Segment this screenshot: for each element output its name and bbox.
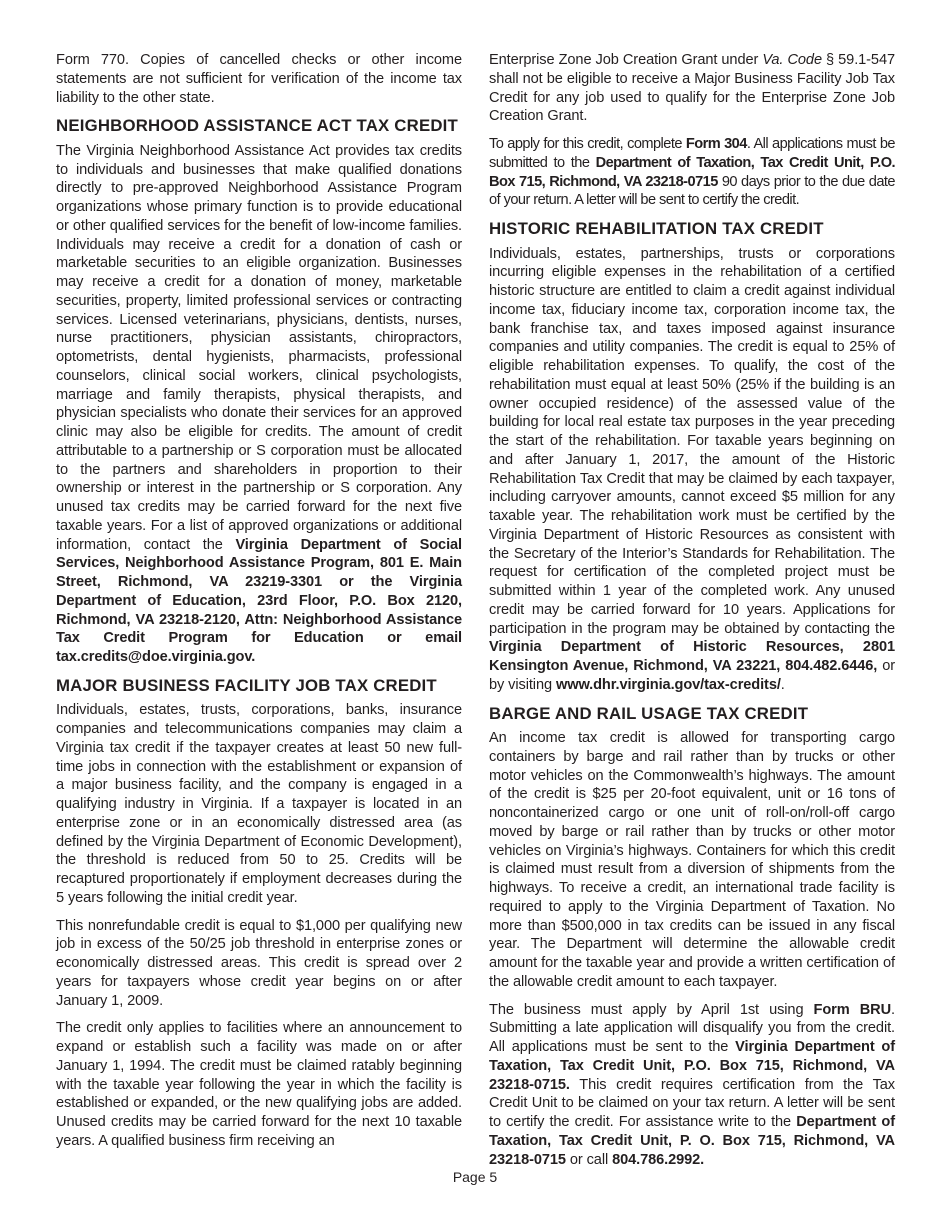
left-column — [56, 51, 462, 1160]
historic-rehabilitation-heading: HISTORIC REHABILITATION TAX CREDIT — [489, 219, 824, 238]
barge-text-1: The business must apply by April 1st using — [489, 1001, 814, 1018]
barge-rail-heading: BARGE AND RAIL USAGE TAX CREDIT — [489, 703, 809, 723]
neighborhood-text: The Virginia Neighborhood Assistance Act provides tax credits to individuals and businesses that make qualified donations directly to pre-approved Neighborhood Assistance Program organizations whose primary function is to provide educational or other qualified services for the benefit of low-income families. Individuals may receive a credit for a donation of cash or marketable securities to an eligible organization. Businesses may receive a credit for a donation of money, marketable securities, property, limited professional services or contracting services. Licensed veterinarians, physicians, dentists, nurses, nurse practitioners, physician assistants, chiropractors, optometrists, dental hygienists, pharmacists, professional counselors, clinical social workers, clinical psychologists, marriage and family therapists, physical therapists, and physician specialists who donate their services for an approved clinic may also be eligible for credits. The amount of credit attributable to a partnership or S corporation must be allocated to the partners and shareholders in proportion to their ownership or interest in the partnership or S corporation. Any unused tax credits may be carried forward for the next five taxable years. For a list of approved organizations or additional information, contact the — [56, 142, 462, 553]
right-column — [489, 51, 895, 1178]
major-business-paragraph-3: The credit only applies to facilities where an announcement to expand or establish such a facility was made on or after January 1, 1994. The credit must be claimed ratably beginning with the taxable year following the year in which the facility is established or expanded, or the new qualifying jobs are added. Unused credits may be carried forward for the next 10 taxable years. A qualified business firm receiving an — [56, 1020, 462, 1149]
form-304-name: Form 304 — [685, 136, 747, 152]
va-code-citation: Va. Code — [762, 52, 822, 68]
barge-text-3: This credit requires certification from the Tax Credit Unit to be claimed on your tax return. A letter will be sent to certify the credit. For assistance write to the — [489, 1076, 895, 1130]
form-304-text-3: 90 days prior to the due date of your return. A letter will be sent to certify the credit. — [489, 173, 895, 209]
continuation-paragraph — [489, 51, 895, 126]
major-business-paragraph-1: Individuals, estates, trusts, corporations, banks, insurance companies and telecommunications companies may claim a Virginia tax credit if the taxpayer creates at least 50 new full-time jobs in connection with the establishment or expansion of a major business facility, and the company is engaged in a qualifying industry in Virginia. If a taxpayer is located in an enterprise zone or in an economically distressed area (as defined by the Virginia Department of Economic Development), the threshold is reduced from 50 to 25. Credits will be recaptured proportionately if employment decreases during the 5 years following the initial credit year. — [56, 702, 462, 906]
form-304-paragraph — [489, 135, 895, 210]
intro-paragraph: Form 770. Copies of cancelled checks or other income statements are not sufficient for verification of the income tax liability to the other state. — [56, 52, 462, 106]
historic-resources-contact: Virginia Department of Historic Resources, 2801 Kensington Avenue, Richmond, VA 23221, 804.482.6446, — [489, 639, 895, 674]
historic-text: Individuals, estates, partnerships, trusts or corporations incurring eligible expenses in the rehabilitation of a certified historic structure are entitled to claim a credit against individual income tax, fiduciary income tax, corporation income tax, the bank franchise tax, and taxes imposed against insurance companies and utility companies. The credit is equal to 25% of eligible rehabilitation expenses. To qualify, the cost of the rehabilitation must equal at least 50% (25% if the building is an owner occupied residence) of the assessed value of the building for local real estate tax purposes in the year preceding the start of the rehabilitation. For taxable years beginning on and after January 1, 2017, the amount of the Historic Rehabilitation Tax Credit that may be claimed by each taxpayer, including carryover amounts, cannot exceed $5 million for any taxable year. The rehabilitation work must be certified by the Virginia Department of Historic Resources as consistent with the Secretary of the Interior’s Standards for Rehabilitation. The request for certification of the completed project must be submitted within 1 year of the completed work. Any unused credit may be carried forward for 10 years. Applications for participation in the program may be obtained by contacting the — [489, 245, 895, 637]
tax-credit-unit-address: Department of Taxation, Tax Credit Unit, P.O. Box 715, Richmond, VA 23218-0715 — [489, 154, 896, 190]
historic-rehabilitation-paragraph — [489, 245, 895, 695]
continuation-text-2: § 59.1-547 shall not be eligible to receive a Major Business Facility Job Tax Credit for any job used to qualify for the Enterprise Zone Job Creation Grant. — [489, 52, 895, 125]
form-304-text-1: To apply for this credit, complete — [489, 136, 686, 152]
continuation-text-1: Enterprise Zone Job Creation Grant under — [489, 52, 763, 68]
dhr-website-link[interactable]: www.dhr.virginia.gov/tax-credits/ — [555, 676, 781, 693]
neighborhood-contact-info: Virginia Department of Social Services, Neighborhood Assistance Program, 801 E. Main Street, Richmond, VA 23219-3301 or the Virginia Department of Education, 23rd Floor, P.O. Box 2120, Richmond, VA 23218-2120, Attn: Neighborhood Assistance Tax Credit Program for Education or email tax.credits@doe.virginia.gov. — [56, 536, 462, 665]
assistance-address: Department of Taxation, Tax Credit Unit, P. O. Box 715, Richmond, VA 23218-0715 — [489, 1114, 895, 1168]
historic-text-2: or by visiting — [489, 658, 896, 693]
barge-tax-credit-unit-address: Virginia Department of Taxation, Tax Credit Unit, P.O. Box 715, Richmond, VA 23218-0715. — [489, 1039, 896, 1093]
assistance-phone: 804.786.2992. — [612, 1151, 705, 1168]
historic-text-end: . — [780, 676, 785, 693]
form-bru-name: Form BRU — [813, 1001, 892, 1018]
major-business-heading: MAJOR BUSINESS FACILITY JOB TAX CREDIT — [56, 675, 437, 695]
barge-rail-paragraph-1: An income tax credit is allowed for transporting cargo containers by barge and rail rather than by trucks or other motor vehicles on the Commonwealth’s highways. The amount of the credit is $25 per 20-foot equivalent, unit or 16 tons of noncontainerized cargo or one unit of roll-on/roll-off cargo moved by barge or rail rather than by trucks or other motor vehicles on Virginia’s highways. Containers for which this credit is claimed must result from a diversion of shipments from the highways. To receive a credit, an international trade facility is required to apply to the Virginia Department of Taxation. No more than $500,000 in tax credits can be issued in any fiscal year. The Department will determine the allowable credit amount for the taxable year and provide a written certification of the allowable credit amount to each taxpayer. — [489, 730, 895, 990]
major-business-paragraph-2: This nonrefundable credit is equal to $1,000 per qualifying new job in excess of the 50/25 job threshold in enterprise zones or economically distressed areas. This credit is spread over 2 years for taxpayers whose credit year begins on or after January 1, 2009. — [56, 917, 462, 1009]
barge-text-4: or call — [565, 1151, 613, 1168]
page-number: Page 5 — [452, 1169, 498, 1185]
form-304-text-2: . All applications must be submitted to the — [489, 136, 895, 171]
neighborhood-assistance-paragraph — [56, 142, 462, 667]
barge-rail-paragraph-2 — [489, 1001, 895, 1170]
barge-text-2: . Submitting a late application will disqualify you from the credit. All applications must be sent to the — [489, 1001, 895, 1055]
neighborhood-assistance-heading: NEIGHBORHOOD ASSISTANCE ACT TAX CREDIT — [56, 116, 458, 136]
